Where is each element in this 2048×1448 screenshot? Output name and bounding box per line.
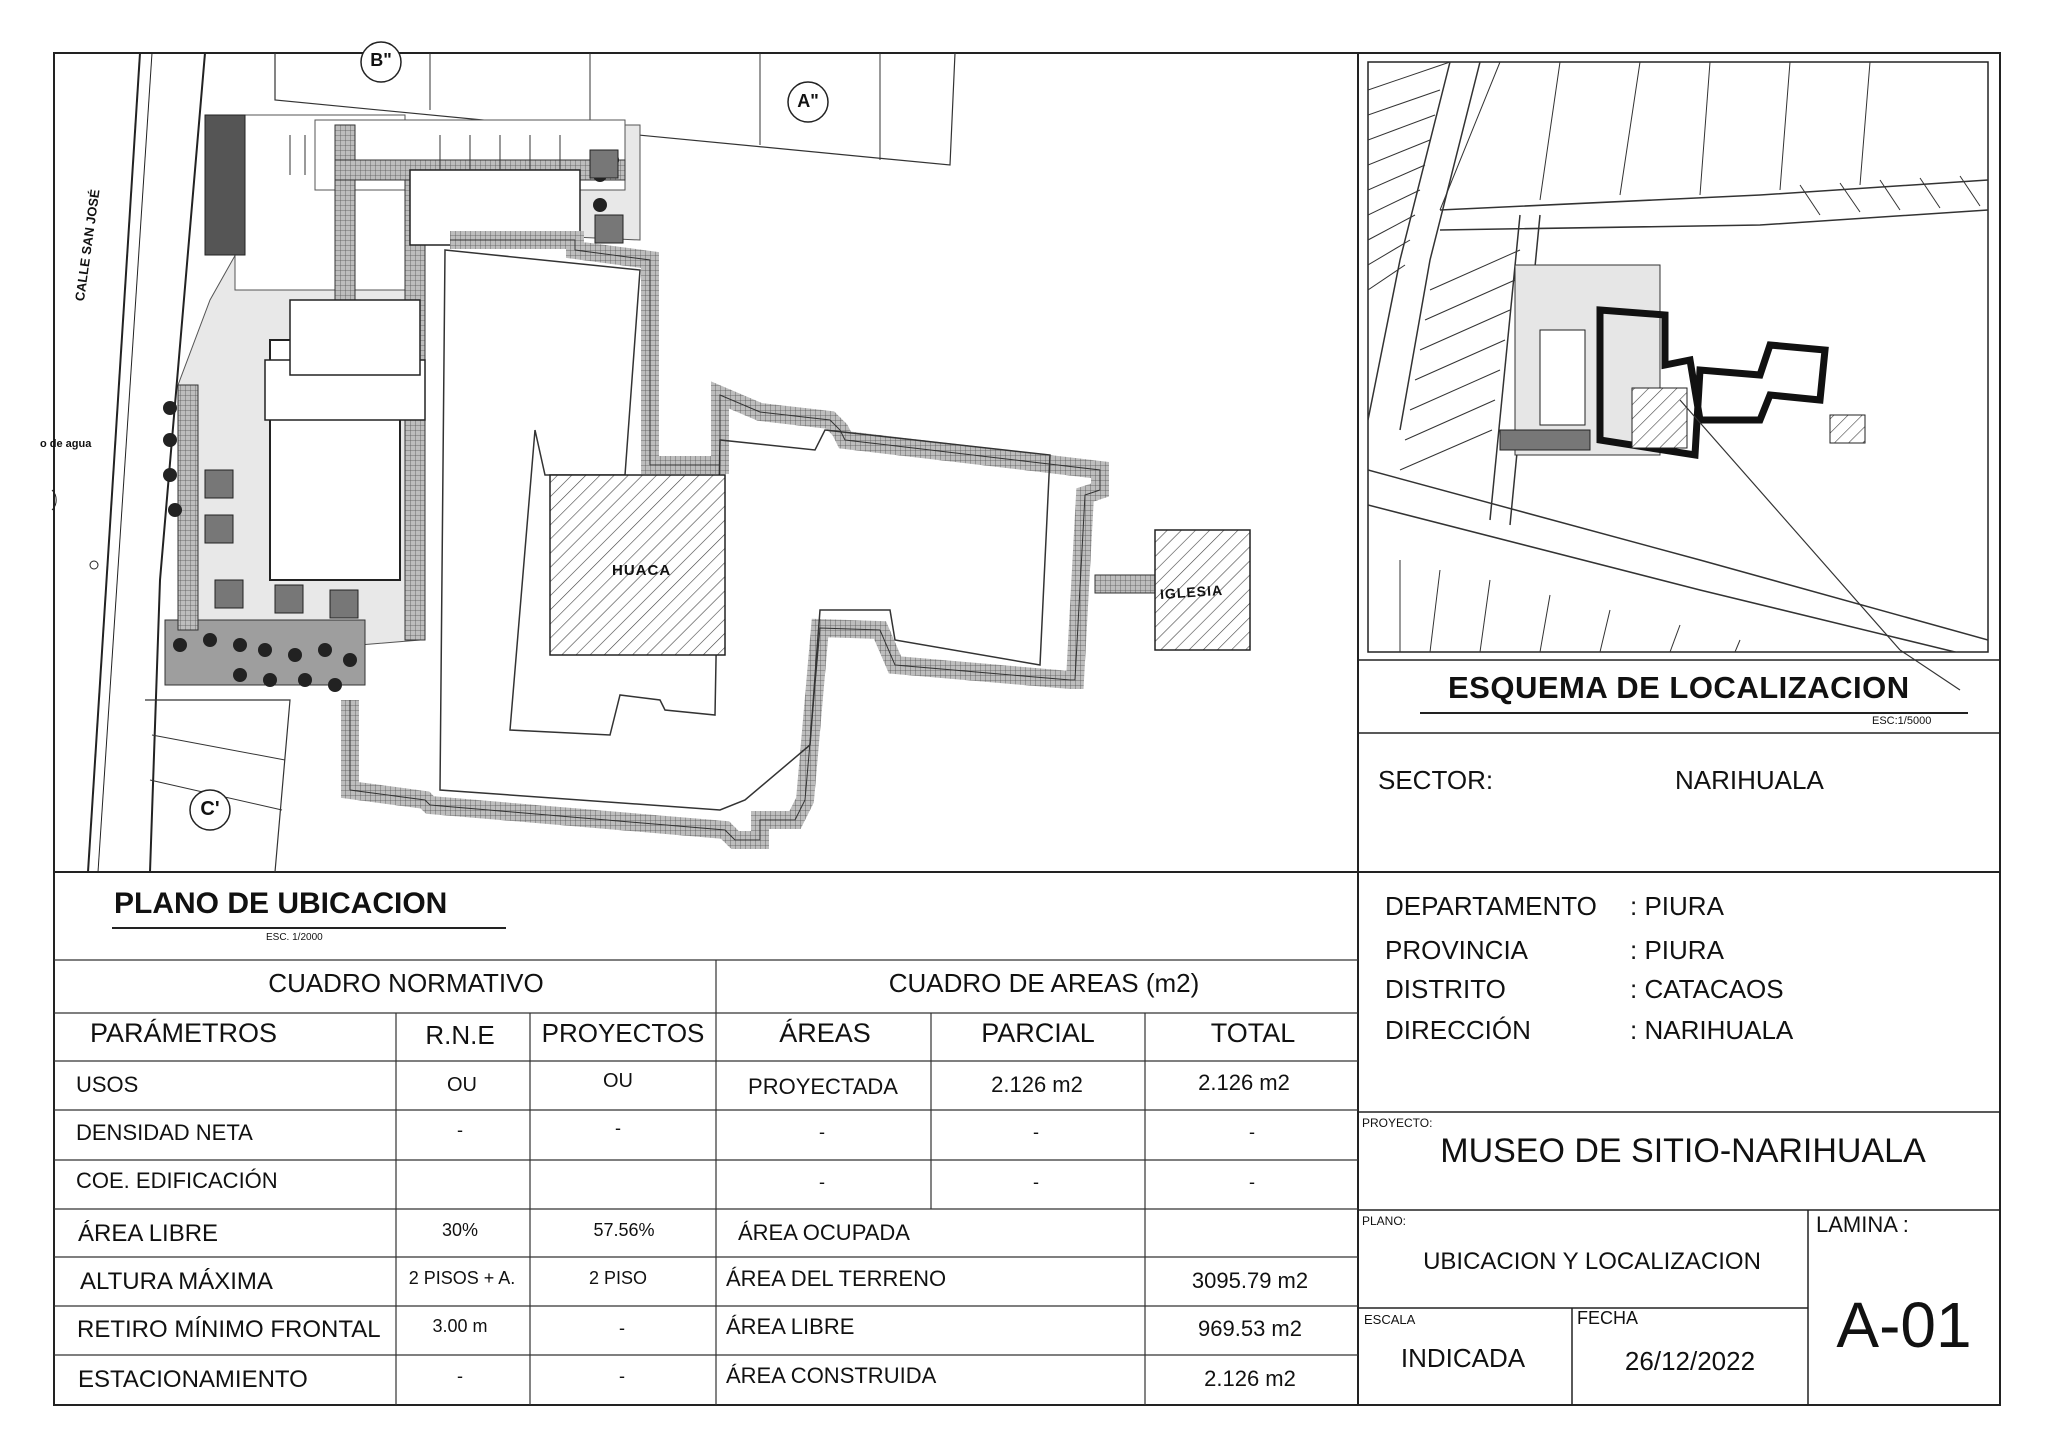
- normativo-row-param: ESTACIONAMIENTO: [78, 1366, 308, 1393]
- proyecto-value: MUSEO DE SITIO-NARIHUALA: [1440, 1132, 1926, 1170]
- provincia-label: PROVINCIA: [1385, 935, 1529, 965]
- areas-header-areas: ÁREAS: [779, 1018, 871, 1048]
- direccion-value: : NARIHUALA: [1630, 1015, 1794, 1045]
- plan-title: PLANO DE UBICACION: [114, 887, 448, 920]
- normativo-row-rne: -: [457, 1366, 463, 1386]
- lamina-label: LAMINA :: [1816, 1212, 1909, 1237]
- areas-row-area: ÁREA OCUPADA: [738, 1220, 910, 1245]
- fecha-value: 26/12/2022: [1624, 1346, 1756, 1376]
- location-sketch: [1368, 62, 1988, 690]
- areas-row-area: ÁREA LIBRE: [726, 1314, 855, 1339]
- site-plan: [52, 42, 1250, 872]
- normativo-row-proy: 2 PISO: [588, 1268, 648, 1288]
- sketch-title: ESQUEMA DE LOCALIZACION: [1448, 670, 1910, 705]
- normativo-header-rne: R.N.E: [425, 1020, 495, 1050]
- escala-label: ESCALA: [1364, 1312, 1416, 1327]
- side-note-label: o de agua: [40, 438, 92, 450]
- areas-header-parcial: PARCIAL: [981, 1018, 1095, 1048]
- areas-row-total: 969.53 m2: [1198, 1316, 1302, 1341]
- normativo-row-rne: 3.00 m: [432, 1316, 488, 1336]
- normativo-row-param: COE. EDIFICACIÓN: [76, 1168, 278, 1193]
- huaca-label: HUACA: [612, 562, 672, 579]
- normativo-row-rne: 30%: [441, 1220, 479, 1240]
- departamento-value: : PIURA: [1630, 891, 1724, 921]
- sketch-scale: ESC:1/5000: [1872, 715, 1932, 727]
- normativo-header-parametros: PARÁMETROS: [90, 1018, 278, 1048]
- normativo-row-proy: -: [615, 1118, 621, 1138]
- areas-row-area: ÁREA DEL TERRENO: [726, 1266, 947, 1291]
- areas-row-total: 3095.79 m2: [1191, 1268, 1309, 1293]
- departamento-label: DEPARTAMENTO: [1385, 891, 1597, 921]
- areas-row-area: -: [819, 1172, 825, 1192]
- provincia-value: : PIURA: [1630, 935, 1724, 965]
- normativo-row-proy: OU: [603, 1070, 633, 1092]
- plan-scale: ESC. 1/2000: [266, 932, 323, 943]
- areas-row-total: 2.126 m2: [1198, 1070, 1290, 1095]
- normativo-row-proy: 57.56%: [593, 1220, 655, 1240]
- distrito-label: DISTRITO: [1385, 974, 1506, 1004]
- cuadro-normativo-title: CUADRO NORMATIVO: [268, 968, 544, 998]
- normativo-row-param: DENSIDAD NETA: [76, 1120, 253, 1145]
- marker-c-label: C': [200, 798, 220, 820]
- areas-row-total: -: [1249, 1172, 1255, 1192]
- areas-row-parcial: -: [1033, 1122, 1039, 1142]
- normativo-row-param: ALTURA MÁXIMA: [80, 1268, 273, 1295]
- areas-row-area: -: [819, 1122, 825, 1142]
- escala-value: INDICADA: [1400, 1343, 1526, 1373]
- proyecto-label: PROYECTO:: [1362, 1116, 1433, 1130]
- iglesia-label: IGLESIA: [1159, 581, 1224, 603]
- plano-value: UBICACION Y LOCALIZACION: [1423, 1248, 1761, 1275]
- sector-label: SECTOR:: [1378, 765, 1494, 795]
- areas-row-total: 2.126 m2: [1204, 1366, 1296, 1391]
- areas-row-parcial: 2.126 m2: [991, 1072, 1083, 1097]
- direccion-label: DIRECCIÓN: [1385, 1015, 1531, 1045]
- plano-label: PLANO:: [1362, 1214, 1407, 1228]
- normativo-row-rne: 2 PISOS + A.: [408, 1268, 516, 1288]
- marker-a-label: A": [797, 91, 819, 111]
- areas-header-total: TOTAL: [1210, 1018, 1296, 1048]
- areas-row-area: PROYECTADA: [748, 1074, 898, 1099]
- lamina-value: A-01: [1836, 1289, 1972, 1361]
- distrito-value: : CATACAOS: [1630, 974, 1784, 1004]
- normativo-row-param: ÁREA LIBRE: [78, 1220, 219, 1247]
- areas-row-parcial: -: [1033, 1172, 1039, 1192]
- normativo-row-proy: -: [619, 1366, 625, 1386]
- normativo-row-param: USOS: [76, 1072, 139, 1097]
- normativo-row-param: RETIRO MÍNIMO FRONTAL: [77, 1316, 381, 1343]
- cuadro-areas-title: CUADRO DE AREAS (m2): [888, 968, 1200, 998]
- marker-b-label: B": [370, 50, 392, 70]
- fecha-label: FECHA: [1577, 1308, 1639, 1328]
- normativo-header-proyectos: PROYECTOS: [541, 1018, 705, 1048]
- normativo-row-rne: OU: [447, 1074, 477, 1096]
- normativo-row-proy: -: [619, 1318, 625, 1338]
- street-label: CALLE SAN JOSÉ: [72, 188, 103, 303]
- areas-row-total: -: [1249, 1122, 1255, 1142]
- sector-value: NARIHUALA: [1675, 765, 1824, 795]
- normativo-row-rne: -: [457, 1120, 463, 1140]
- areas-row-area: ÁREA CONSTRUIDA: [726, 1363, 937, 1388]
